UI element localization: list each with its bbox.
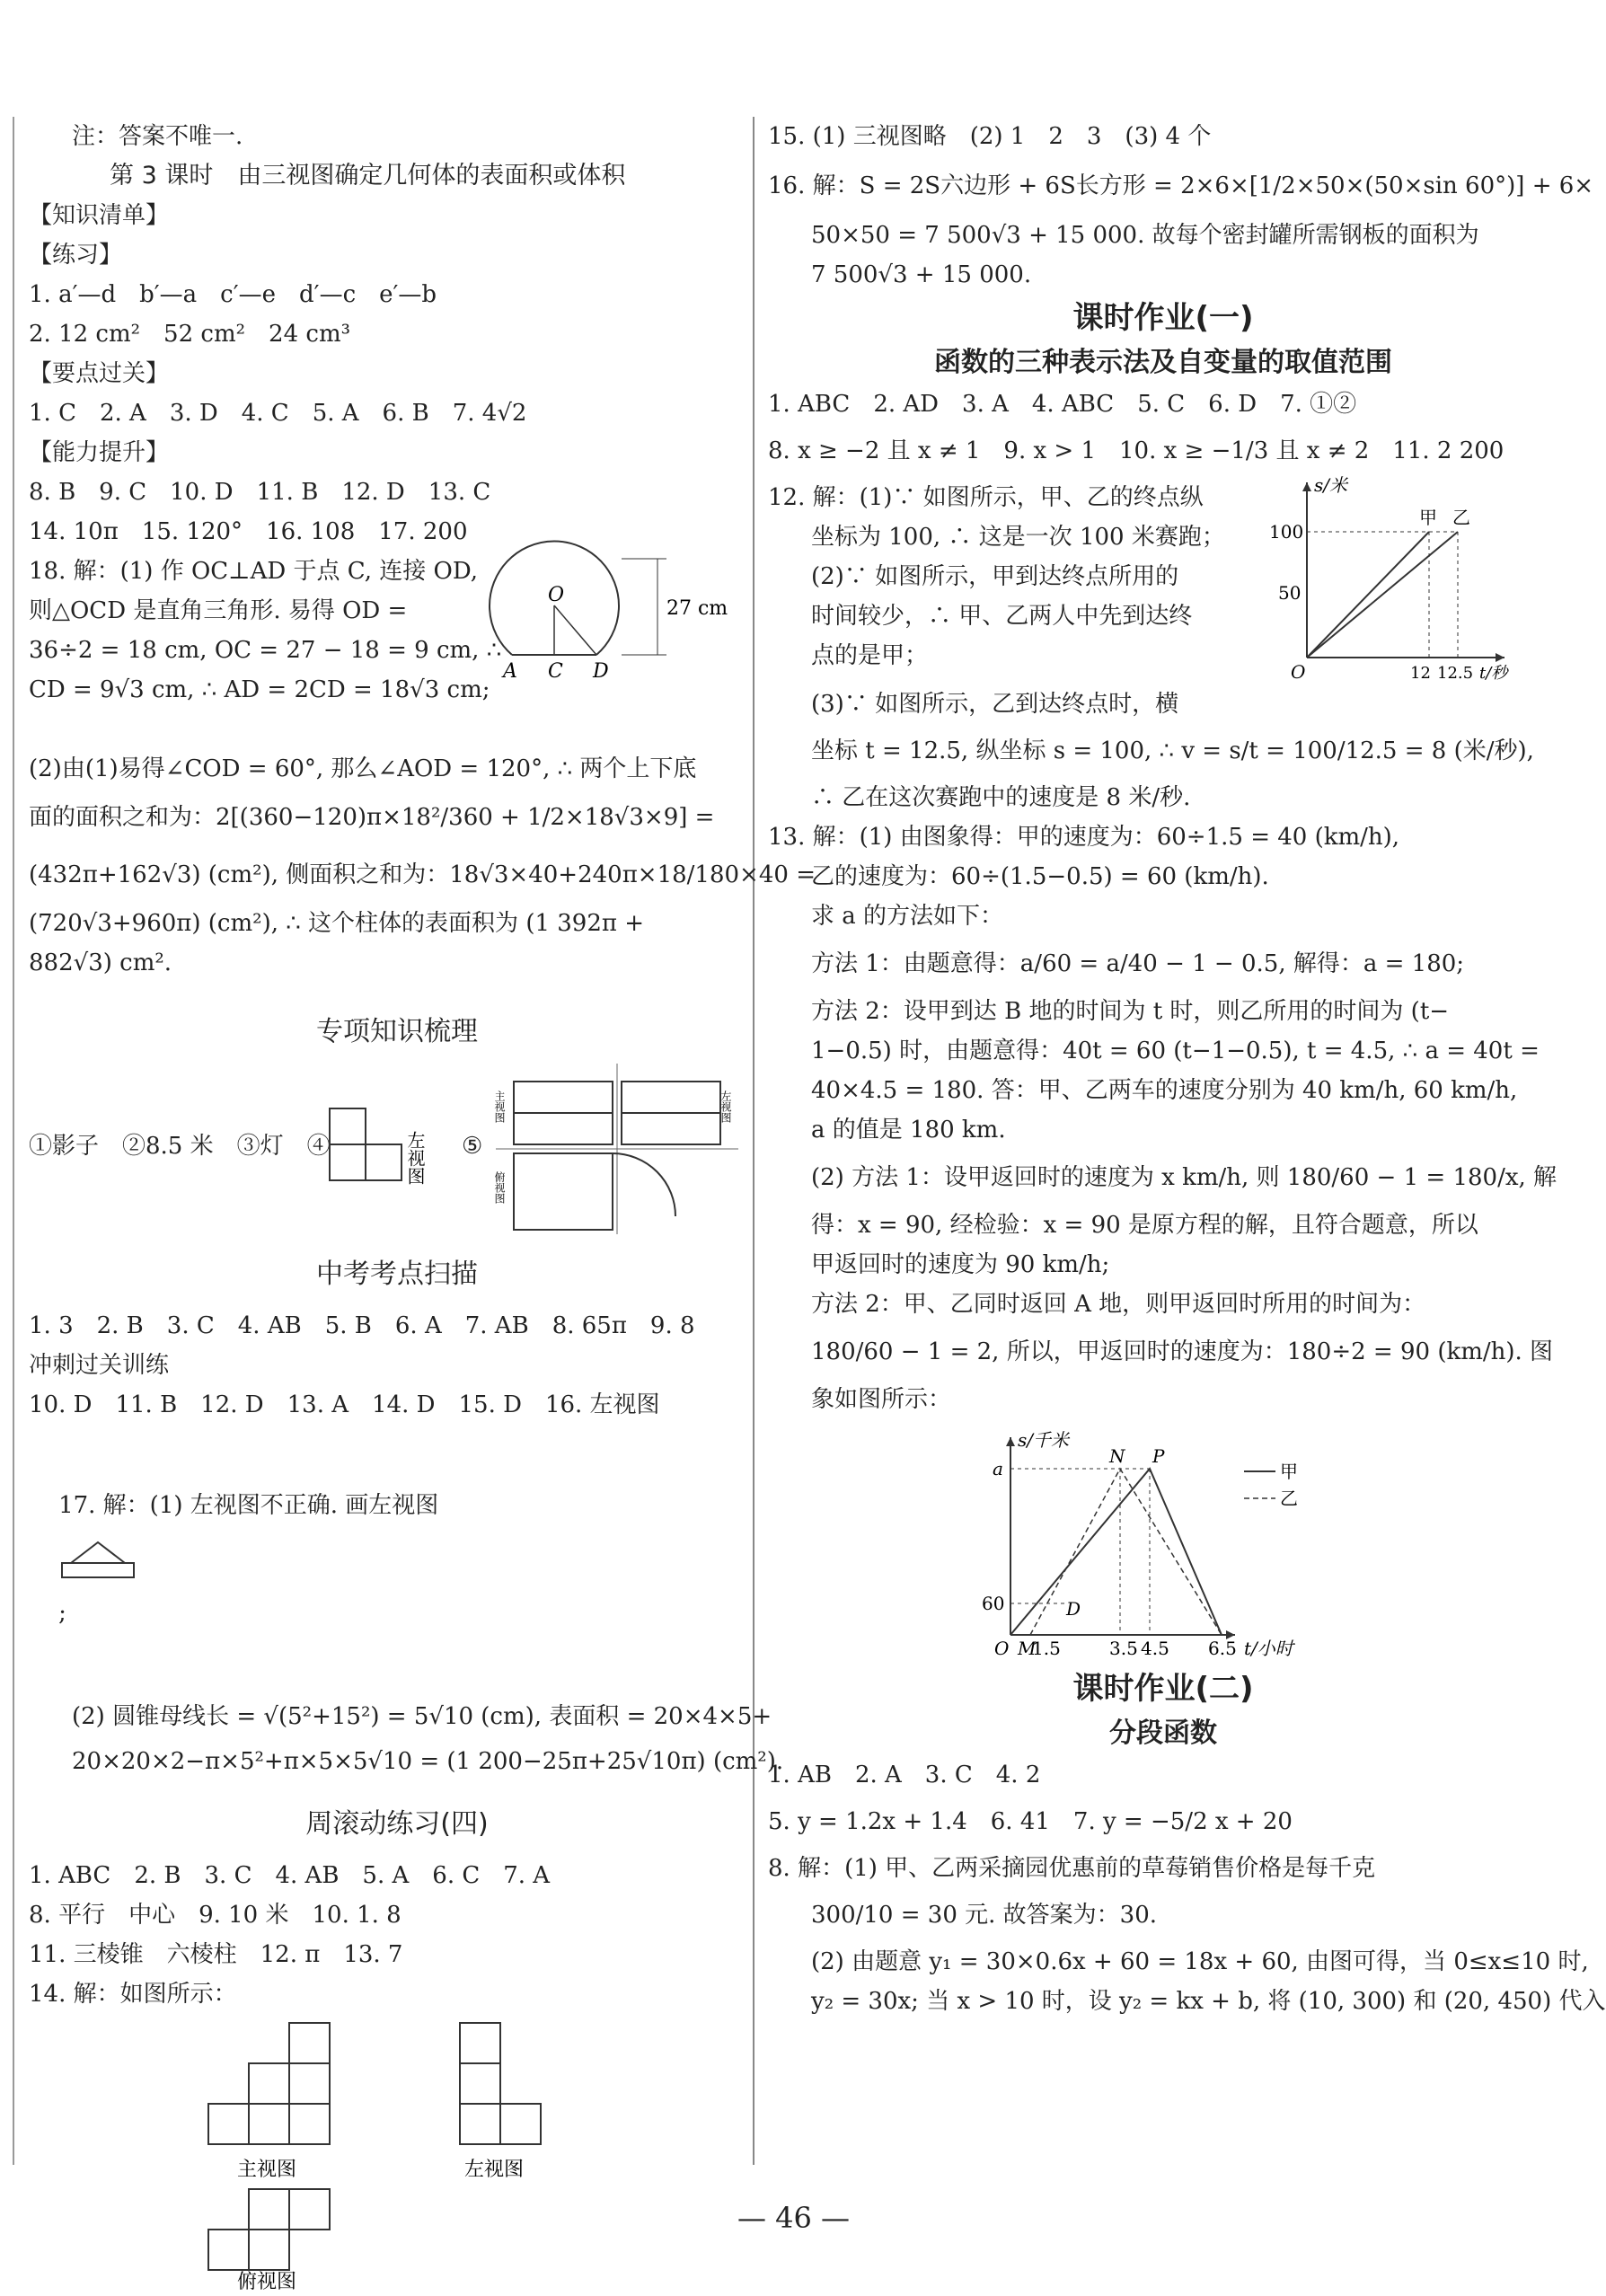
q13-xlabel: t/小时	[1244, 1638, 1293, 1659]
q12-line1: 12. 解：(1)∵ 如图所示，甲、乙的终点纵	[768, 484, 1204, 511]
q18-block	[29, 552, 765, 749]
q12-x12: 12	[1410, 664, 1431, 683]
topic-three-views-figure	[493, 1064, 747, 1234]
q12-origin: O	[1291, 661, 1306, 683]
q13-line2: 乙的速度为：60÷(1.5−0.5) = 60 (km/h).	[811, 863, 1269, 890]
q13-line3: 求 a 的方法如下：	[811, 903, 1004, 930]
q17-semicolon: ;	[58, 1600, 66, 1627]
left-margin-rule	[13, 117, 14, 2165]
q14-top-label: 俯视图	[237, 2271, 297, 2293]
q18-line7: (432π+162√3) (cm²), 侧面积之和为：18√3×40+240π×18/180×40 =	[29, 861, 816, 888]
q13-line-yi	[1030, 1469, 1222, 1635]
q13-line10: 得：x = 90, 经检验：x = 90 是原方程的解，且符合题意，所以	[811, 1212, 1478, 1239]
q13-ya: a	[993, 1458, 1003, 1479]
practice-1: 1. a′—d b′—a c′—e d′—c e′—b	[29, 281, 437, 308]
q13-x35: 3.5	[1109, 1638, 1138, 1659]
q13-N: N	[1109, 1445, 1125, 1467]
q13-line12: 方法 2：甲、乙同时返回 A 地，则甲返回时所用的时间为：	[811, 1291, 1426, 1318]
q13-line7: 40×4.5 = 180. 答：甲、乙两车的速度分别为 40 km/h, 60 km/h,	[811, 1077, 1518, 1104]
q13-line14: 象如图所示：	[811, 1386, 952, 1413]
exam-rush: 冲刺过关训练	[29, 1352, 170, 1379]
exam-answers-1: 1. 3 2. B 3. C 4. AB 5. B 6. A 7. AB 8. 65π 9. 8	[29, 1312, 695, 1339]
q13-line8: a 的值是 180 km.	[811, 1117, 1006, 1144]
hw1-answers-2: 8. x ≥ −2 且 x ≠ 1 9. x > 1 10. x ≥ −1/3 且 x ≠ 2 11. 2 200	[768, 437, 1505, 464]
q12-xlabel: t/秒	[1479, 664, 1508, 683]
hw2-answers-2: 5. y = 1.2x + 1.4 6. 41 7. y = −5/2 x + 20	[768, 1808, 1293, 1835]
q12-line8: ∴ 乙在这次赛跑中的速度是 8 米/秒.	[811, 784, 1191, 811]
hw2-subtitle: 分段函数	[1109, 1718, 1217, 1749]
topic-block	[29, 1064, 765, 1234]
q14-views-figure	[29, 2014, 765, 2292]
q12-line7: 坐标 t = 12.5, 纵坐标 s = 100, ∴ v = s/t = 100/12.5 = 8 (米/秒),	[811, 737, 1534, 764]
q17-line3: 20×20×2−π×5²+π×5×5√10 = (1 200−25π+25√10π) (cm²).	[72, 1748, 784, 1775]
q13-line6: 1−0.5) 时，由题意得：40t = 60 (t−1−0.5), t = 4.5, ∴ a = 40t =	[811, 1038, 1540, 1064]
hw1-title: 课时作业(一)	[1072, 300, 1254, 336]
q12-line2: 坐标为 100, ∴ 这是一次 100 米赛跑；	[811, 524, 1225, 551]
q13-P: P	[1152, 1445, 1165, 1467]
q12-line4: 时间较少，∴ 甲、乙两人中先到达终	[811, 603, 1193, 630]
right-column	[768, 117, 1606, 2021]
q18-figure	[487, 552, 756, 686]
label-C: C	[548, 660, 563, 683]
q12-line-jia	[1307, 532, 1429, 658]
q12-line6: (3)∵ 如图所示，乙到达终点时，横	[811, 691, 1179, 718]
q8-line1: 8. 解：(1) 甲、乙两采摘园优惠前的草莓销售价格是每千克	[768, 1855, 1376, 1882]
q12-line3: (2)∵ 如图所示，甲到达终点所用的	[811, 563, 1179, 590]
q12-x125: 12.5	[1437, 664, 1474, 683]
q14-front-label: 主视图	[237, 2159, 297, 2181]
r16-line1: 16. 解：S = 2S六边形 + 6S长方形 = 2×6×[1/2×50×(50×sin 60°)] + 6×	[768, 172, 1594, 199]
q12-line-yi	[1307, 532, 1458, 658]
q13-line13: 180/60 − 1 = 2, 所以，甲返回时的速度为：180÷2 = 90 (km/h). 图	[811, 1338, 1554, 1365]
r16-line3: 7 500√3 + 15 000.	[811, 261, 1032, 288]
q13-line9: (2) 方法 1：设甲返回时的速度为 x km/h, 则 180/60 − 1 = 180/x, 解	[811, 1164, 1557, 1191]
q8-line3: (2) 由题意 y₁ = 30×0.6x + 60 = 18x + 60, 由图可得，当 0≤x≤10 时,	[811, 1948, 1589, 1975]
q18-line6: 面的面积之和为：2[(360−120)π×18²/360 + 1/2×18√3×9] =	[29, 804, 715, 831]
q18-line8: (720√3+960π) (cm²), ∴ 这个柱体的表面积为 (1 392π +	[29, 910, 645, 937]
q18-line4: CD = 9√3 cm, ∴ AD = 2CD = 18√3 cm;	[29, 676, 490, 703]
weekly-1: 1. ABC 2. B 3. C 4. AB 5. A 6. C 7. A	[29, 1862, 551, 1889]
topic-left-view-label: 左视图	[404, 1131, 426, 1185]
r15: 15. (1) 三视图略 (2) 1 2 3 (3) 4 个	[768, 123, 1212, 150]
q18-line9: 882√3) cm².	[29, 949, 172, 976]
r16-line2: 50×50 = 7 500√3 + 15 000. 故每个密封罐所需钢板的面积为	[811, 222, 1479, 249]
q12-ylabel: s/米	[1314, 474, 1348, 496]
label-D: D	[593, 660, 609, 683]
q13-x65: 6.5	[1208, 1638, 1237, 1659]
sec-topic-title: 专项知识梳理	[316, 1016, 478, 1047]
q13-M: M	[1018, 1638, 1037, 1659]
page-number: — 46 —	[737, 2201, 851, 2235]
label-O: O	[548, 584, 565, 606]
q8-line2: 300/10 = 30 元. 故答案为：30.	[811, 1902, 1158, 1929]
ability-2: 14. 10π 15. 120° 16. 108 17. 200	[29, 518, 468, 545]
q12-yi: 乙	[1452, 507, 1470, 528]
topic-left-view2-label: 左视图	[719, 1091, 732, 1123]
exam-answers-2: 10. D 11. B 12. D 13. A 14. D 15. D 16. 左视图	[29, 1391, 660, 1418]
q13-origin: O	[994, 1638, 1010, 1659]
sec-exam-title: 中考考点扫描	[316, 1258, 478, 1290]
lesson3-title: 第 3 课时 由三视图确定几何体的表面积或体积	[110, 162, 626, 190]
hw1-subtitle: 函数的三种表示法及自变量的取值范围	[934, 347, 1392, 378]
q13-legend-jia: 甲	[1280, 1461, 1298, 1482]
q12-block	[768, 474, 1558, 684]
topic-line: ①影子 ②8.5 米 ③灯 ④	[29, 1133, 331, 1160]
topic-five: ⑤	[462, 1133, 483, 1160]
q17-line1	[29, 1425, 765, 1694]
q18-line3: 36÷2 = 18 cm, OC = 27 − 18 = 9 cm, ∴	[29, 637, 502, 664]
q13-line11: 甲返回时的速度为 90 km/h;	[811, 1251, 1110, 1278]
hw2-title: 课时作业(二)	[1072, 1671, 1254, 1707]
q13-y60: 60	[982, 1593, 1005, 1614]
q12-line5: 点的是甲；	[811, 642, 929, 669]
ability-1: 8. B 9. C 10. D 11. B 12. D 13. C	[29, 479, 491, 506]
sec-weekly-title: 周滚动练习(四)	[305, 1808, 489, 1840]
q18-line2: 则△OCD 是直角三角形. 易得 OD =	[29, 597, 408, 624]
q13-line4: 方法 1：由题意得：a/60 = a/40 − 1 − 0.5, 解得：a = 180;	[811, 950, 1465, 977]
topic-left-view-figure	[325, 1099, 451, 1198]
q13-ylabel: s/千米	[1018, 1429, 1070, 1451]
q12-chart	[1253, 464, 1522, 683]
note-line: 注：答案不唯一.	[72, 123, 243, 150]
q18-line1: 18. 解：(1) 作 OC⊥AD 于点 C, 连接 OD,	[29, 558, 479, 585]
weekly-4: 14. 解：如图所示：	[29, 1981, 237, 2008]
q13-line5: 方法 2：设甲到达 B 地的时间为 t 时，则乙所用的时间为 (t−	[811, 998, 1450, 1025]
q18-line5: (2)由(1)易得∠COD = 60°, 那么∠AOD = 120°, ∴ 两个上下底	[29, 755, 697, 782]
key-answers: 1. C 2. A 3. D 4. C 5. A 6. B 7. 4√2	[29, 400, 527, 427]
practice-2: 2. 12 cm² 52 cm² 24 cm³	[29, 321, 351, 348]
q13-line-jia	[1010, 1469, 1222, 1635]
q17-text: 17. 解：(1) 左视图不正确. 画左视图	[58, 1492, 439, 1519]
label-27cm: 27 cm	[666, 597, 728, 620]
q13-x15: 1.5	[1032, 1638, 1061, 1659]
label-A: A	[503, 660, 517, 683]
q12-y50: 50	[1278, 582, 1302, 604]
topic-top-view-label: 俯视图	[493, 1171, 506, 1204]
q8-line4: y₂ = 30x; 当 x > 10 时，设 y₂ = kx + b, 将 (10, 300) 和 (20, 450) 代入	[811, 1988, 1606, 2015]
weekly-3: 11. 三棱锥 六棱柱 12. π 13. 7	[29, 1941, 403, 1968]
weekly-2: 8. 平行 中心 9. 10 米 10. 1. 8	[29, 1902, 402, 1929]
sec-ability: 【能力提升】	[29, 439, 170, 466]
sec-practice: 【练习】	[29, 242, 123, 269]
sec-knowledge: 【知识清单】	[29, 202, 170, 229]
q12-jia: 甲	[1419, 507, 1437, 528]
q14-left-label: 左视图	[464, 2159, 525, 2181]
q13-line1: 13. 解：(1) 由图象得：甲的速度为：60÷1.5 = 40 (km/h),	[768, 824, 1400, 851]
q17-line2: (2) 圆锥母线长 = √(5²+15²) = 5√10 (cm), 表面积 = 20×4×5+	[72, 1703, 772, 1730]
hw2-answers-1: 1. AB 2. A 3. C 4. 2	[768, 1762, 1041, 1788]
q13-D: D	[1066, 1598, 1081, 1620]
q12-y100: 100	[1269, 521, 1304, 543]
q13-legend-yi: 乙	[1280, 1488, 1298, 1509]
topic-front-view-label: 主视图	[493, 1091, 506, 1123]
q17-figure	[58, 1540, 139, 1581]
sec-key: 【要点过关】	[29, 360, 170, 387]
hw1-answers-1: 1. ABC 2. AD 3. A 4. ABC 5. C 6. D 7. ①②	[768, 391, 1357, 418]
q13-x45: 4.5	[1141, 1638, 1169, 1659]
q13-chart	[939, 1419, 1388, 1662]
